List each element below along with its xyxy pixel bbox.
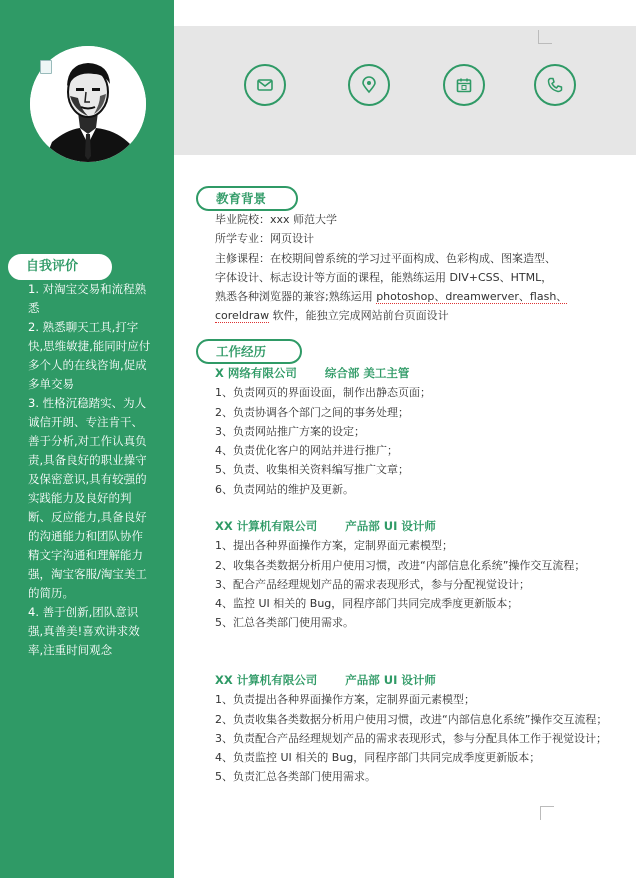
job-duty: 2、收集各类数据分析用户使用习惯，改进“内部信息化系统”操作交互流程； (215, 558, 586, 572)
education-courses-line: 主修课程：在校期间曾系统的学习过平面构成、色彩构成、图案造型、 (215, 251, 556, 265)
job-duty: 1、负责网页的界面设面，制作出静态页面； (215, 386, 431, 400)
job-duty: 5、汇总各类部门使用需求。 (215, 616, 354, 630)
education-courses-line (215, 287, 610, 306)
job-duty: 6、负责网站的维护及更新。 (215, 482, 354, 496)
job-company-name: X 网络有限公司 (215, 366, 297, 380)
job-duty: 2、负责收集各类数据分析用户使用习惯，改进“内部信息化系统”操作交互流程； (215, 712, 608, 726)
sidebar (0, 0, 174, 878)
self-evaluation-list (28, 280, 152, 660)
job-duty: 4、负责优化客户的网站并进行推广； (215, 444, 398, 458)
education-courses-line: 字体设计、标志设计等方面的课程，能熟练运用 DIV+CSS、HTML， (215, 270, 553, 284)
education-school: 毕业院校：xxx 师范大学 (215, 213, 338, 226)
job-duty: 1、提出各种界面操作方案，定制界面元素模型； (215, 539, 453, 553)
work-heading (196, 339, 302, 364)
job-entry (215, 364, 610, 499)
crop-mark (538, 30, 552, 44)
job-company (215, 671, 610, 690)
job-company (215, 517, 610, 536)
phone-icon (534, 64, 576, 106)
job-duty: 4、监控 UI 相关的 Bug，同程序部门共同完成季度更新版本； (215, 597, 519, 611)
job-company-name: XX 计算机有限公司 (215, 673, 318, 687)
self-evaluation-item: 2. 熟悉聊天工具,打字快,思维敏捷,能同时应付多个人的在线咨询,促成多单交易 (28, 320, 151, 391)
job-duty: 2、负责协调各个部门之间的事务处理； (215, 405, 409, 419)
job-entry (215, 671, 610, 787)
job-role: 产品部 UI 设计师 (345, 673, 436, 687)
education-courses-text: 熟悉各种浏览器的兼容;熟练运用 (215, 290, 377, 304)
job-duty: 3、配合产品经理规划产品的需求表现形式，参与分配视觉设计； (215, 577, 530, 591)
job-duty: 5、负责、收集相关资料编写推广文章； (215, 463, 409, 477)
work-heading-label: 工作经历 (216, 344, 267, 359)
job-entry (215, 517, 610, 633)
envelope-icon (244, 64, 286, 106)
location-pin-icon (348, 64, 390, 106)
job-role: 产品部 UI 设计师 (345, 519, 436, 533)
job-duty: 5、负责汇总各类部门使用需求。 (215, 770, 376, 784)
education-heading-label: 教育背景 (216, 191, 267, 206)
education-heading (196, 186, 298, 211)
job-company (215, 364, 610, 383)
crop-mark (540, 806, 554, 820)
education-courses-text: 软件，能独立完成网站前台页面设计 (269, 309, 449, 323)
job-company-name: XX 计算机有限公司 (215, 519, 318, 533)
job-duty: 3、负责网站推广方案的设定； (215, 424, 365, 438)
self-evaluation-item: 3. 性格沉稳踏实、为人诚信开朗、专注肯干、善于分析,对工作认真负责,具备良好的职业操守及保密意识,具有较强的实践能力及良好的判断、反应能力,具备良好的沟通能力和团队协作精文字沟通和理解能力强，淘宝客服/淘宝美工的简历。 (28, 396, 147, 600)
job-duty: 1、负责提出各种界面操作方案，定制界面元素模型； (215, 693, 475, 707)
education-details (215, 210, 610, 326)
education-software-name: coreldraw (215, 309, 270, 323)
education-courses-line (215, 306, 610, 325)
document-icon (40, 60, 52, 74)
job-duty: 3、负责配合产品经理规划产品的需求表现形式，参与分配具体工作于视觉设计； (215, 731, 607, 745)
self-evaluation-heading: 自我评价 (8, 254, 112, 280)
self-evaluation-item: 1. 对淘宝交易和流程熟悉 (28, 282, 147, 315)
job-role: 综合部 美工主管 (324, 366, 410, 380)
contact-bar (174, 26, 636, 155)
calendar-icon (443, 64, 485, 106)
self-evaluation-item: 4. 善于创新,团队意识强,真善美!喜欢讲求效率,注重时间观念 (28, 605, 140, 657)
job-duty: 4、负责监控 UI 相关的 Bug，同程序部门共同完成季度更新版本； (215, 751, 541, 765)
education-major: 所学专业：网页设计 (215, 232, 314, 246)
education-software-list: photoshop、dreamwerver、flash、 (376, 290, 568, 304)
